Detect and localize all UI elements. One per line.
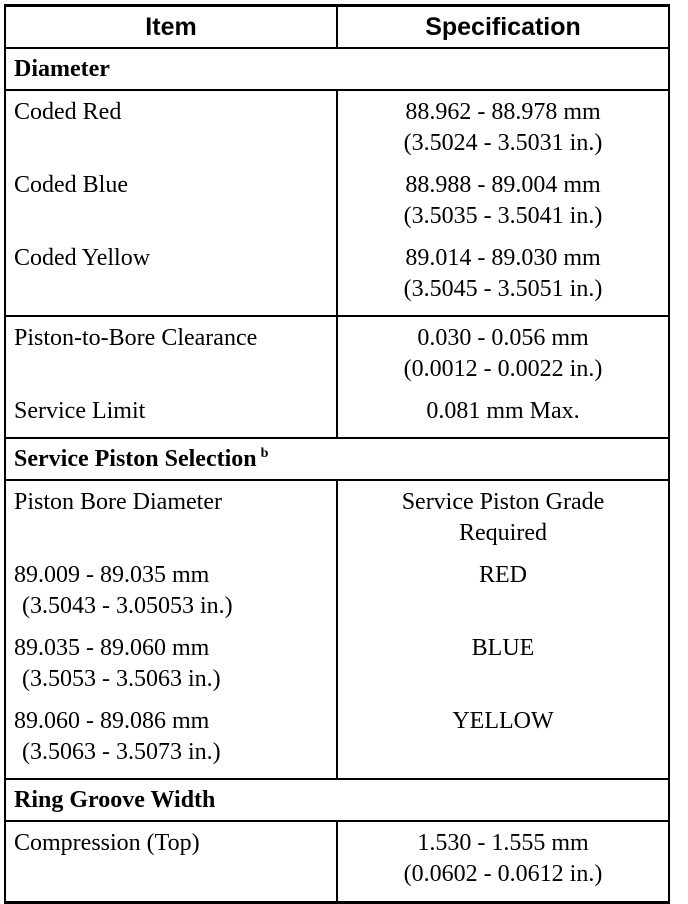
item-line: (3.5063 - 3.5073 in.) (22, 739, 221, 765)
spec-cell (337, 706, 669, 779)
item-cell: Coded Red (5, 90, 337, 170)
table-row (5, 243, 669, 316)
spec-cell (337, 243, 669, 316)
column-header-item: Item (5, 6, 337, 49)
table-row (5, 396, 669, 438)
section-header-service-piston-selection (5, 438, 669, 480)
spec-line: Service Piston Grade (401, 489, 605, 515)
spec-cell (337, 560, 669, 633)
spec-line: 0.081 mm Max. (426, 398, 580, 424)
table-row (5, 706, 669, 779)
item-line: 89.035 - 89.060 mm (14, 635, 210, 661)
item-cell: Piston-to-Bore Clearance (5, 316, 337, 396)
spec-cell (337, 480, 669, 560)
item-line: Piston Bore Diameter (14, 489, 222, 515)
item-cell (5, 706, 337, 779)
item-cell: Compression (Top) (5, 821, 337, 903)
table-row (5, 170, 669, 243)
spec-line: (3.5045 - 3.5051 in.) (403, 276, 603, 302)
spec-line: (0.0012 - 0.0022 in.) (403, 356, 603, 382)
table-header-row (5, 6, 669, 49)
table-row (5, 633, 669, 706)
spec-line: 0.030 - 0.056 mm (417, 325, 589, 351)
table-row (5, 480, 669, 560)
section-title: Diameter (5, 48, 669, 90)
spec-line: YELLOW (452, 708, 554, 734)
table-row (5, 316, 669, 396)
spec-line: Required (459, 520, 547, 546)
section-title: Ring Groove Width (5, 779, 669, 821)
item-cell: Coded Blue (5, 170, 337, 243)
spec-cell (337, 821, 669, 903)
spec-line: (0.0602 - 0.0612 in.) (403, 861, 603, 887)
item-cell: Coded Yellow (5, 243, 337, 316)
item-line: (3.5043 - 3.05053 in.) (22, 593, 233, 619)
spec-line: BLUE (471, 635, 535, 661)
spec-cell (337, 316, 669, 396)
spec-line: 89.014 - 89.030 mm (405, 245, 601, 271)
spec-line: RED (479, 562, 527, 588)
spec-line: 88.962 - 88.978 mm (405, 99, 601, 125)
column-header-specification: Specification (337, 6, 669, 49)
item-cell (5, 633, 337, 706)
specification-table (4, 4, 670, 904)
table-row (5, 821, 669, 903)
spec-line: (3.5024 - 3.5031 in.) (403, 130, 603, 156)
section-header-diameter (5, 48, 669, 90)
item-cell (5, 480, 337, 560)
spec-line: 1.530 - 1.555 mm (417, 830, 589, 856)
table-row (5, 90, 669, 170)
item-cell (5, 560, 337, 633)
item-line: 89.060 - 89.086 mm (14, 708, 210, 734)
spec-cell (337, 396, 669, 438)
spec-cell (337, 633, 669, 706)
section-header-ring-groove-width (5, 779, 669, 821)
item-line: (3.5053 - 3.5063 in.) (22, 666, 221, 692)
footnote-marker: b (260, 446, 269, 461)
section-title (5, 438, 669, 480)
spec-cell (337, 170, 669, 243)
spec-cell (337, 90, 669, 170)
item-line: 89.009 - 89.035 mm (14, 562, 210, 588)
section-title-text: Service Piston Selection (14, 446, 257, 472)
item-cell: Service Limit (5, 396, 337, 438)
table-row (5, 560, 669, 633)
spec-line: 88.988 - 89.004 mm (405, 172, 601, 198)
spec-line: (3.5035 - 3.5041 in.) (403, 203, 603, 229)
